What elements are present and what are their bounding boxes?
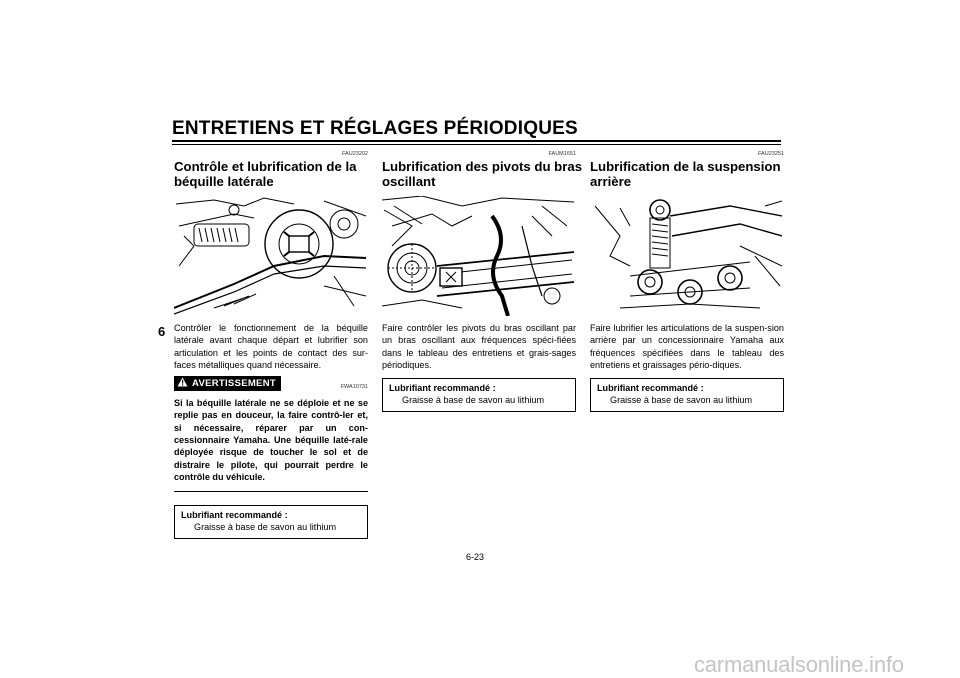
lubricant-value: Graisse à base de savon au lithium (194, 521, 337, 532)
warning-text: Si la béquille latérale ne se déploie et ne se replie pas en douceur, la faire contrô-ler et, si nécessaire, réparer par un con-cessionnaire Yamaha. Une béquille laté-rale déployée risque de toucher le sol et de distraire le pilote, qui pourrait perdre le contrôle du véhicule. (174, 398, 368, 482)
lubricant-value: Graisse à base de savon au lithium (402, 394, 545, 405)
section-swingarm-pivots (382, 150, 583, 412)
section-code: FAUM1651 (548, 151, 576, 157)
section-code: FAU23251 (758, 151, 784, 157)
header-rule-thin (172, 144, 781, 145)
section-code: FAU23202 (342, 151, 368, 157)
header-rule (172, 140, 781, 142)
section-title (174, 159, 368, 189)
warning-badge (174, 376, 281, 391)
section-body: Contrôler le fonctionnement de la béquille latérale avant chaque départ et lubrifier son articulation et les points de contact des sur-faces métalliques quand nécessaire. (174, 323, 368, 370)
section-title (382, 159, 583, 189)
warning-code: FWA10731 (340, 384, 368, 391)
section-title-line: Lubrification de la suspension (590, 159, 781, 174)
section-title-line: béquille latérale (174, 174, 274, 189)
lubricant-box (590, 378, 784, 412)
lubricant-value: Graisse à base de savon au lithium (610, 394, 753, 405)
lubricant-label: Lubrifiant recommandé : (389, 383, 496, 394)
lubricant-box (382, 378, 576, 412)
section-body: Faire lubrifier les articulations de la suspen-sion arrière par un concessionnaire Yamaha aux fréquences spécifiées dans le tableau des entretiens et graissages pério-diques. (590, 323, 784, 370)
section-side-stand (174, 150, 368, 539)
section-title-line: Contrôle et lubrification de la (174, 159, 357, 174)
section-title-line: Lubrification des pivots du bras (382, 159, 583, 174)
section-title (590, 159, 784, 189)
warning-label: AVERTISSEMENT (192, 377, 276, 389)
section-title-line: arrière (590, 174, 632, 189)
chapter-number: 6 (158, 324, 166, 339)
warning-triangle-icon (177, 377, 188, 390)
lubricant-label: Lubrifiant recommandé : (181, 510, 288, 521)
rear-suspension-illustration (590, 196, 782, 316)
watermark-text: carmanualsonline.info (694, 652, 904, 677)
page-number: 6-23 (466, 552, 485, 562)
lubricant-box (174, 505, 368, 539)
section-body: Faire contrôler les pivots du bras oscillant par un bras oscillant aux fréquences spéci-fiées dans le tableau des entretiens et grais-sages périodiques. (382, 323, 576, 370)
warning-header (174, 375, 368, 391)
warning-end-rule (174, 491, 368, 492)
side-stand-illustration (174, 196, 366, 316)
section-rear-suspension (590, 150, 784, 412)
lubricant-label: Lubrifiant recommandé : (597, 383, 704, 394)
section-title-line: oscillant (382, 174, 436, 189)
page-header: ENTRETIENS ET RÉGLAGES PÉRIODIQUES (172, 118, 578, 139)
swingarm-illustration (382, 196, 574, 316)
